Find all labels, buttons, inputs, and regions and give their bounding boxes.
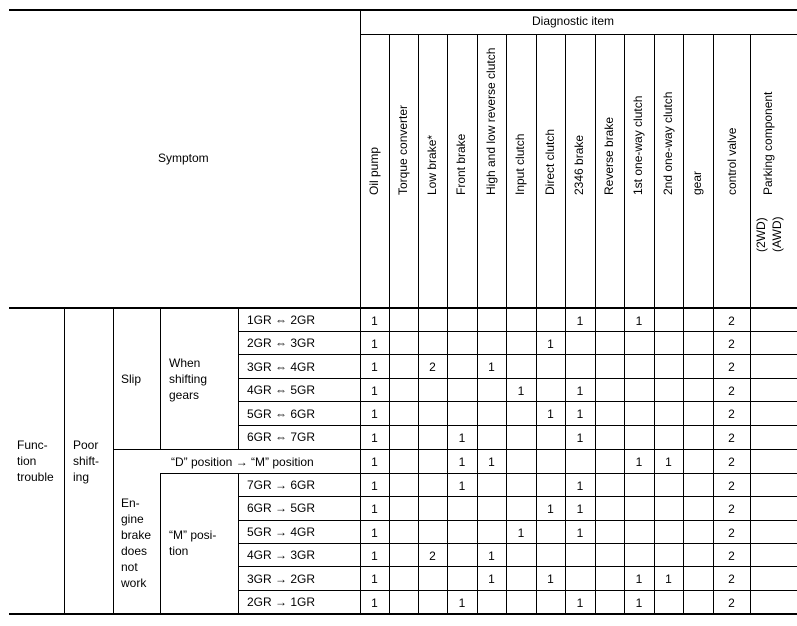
col-divider <box>160 473 161 614</box>
col-header-input-clutch: Input clutch <box>513 133 527 195</box>
col-header-awd: (AWD) <box>770 216 784 252</box>
row-label: 5GR → 4GR <box>247 525 316 539</box>
value-cell: 2 <box>728 407 735 421</box>
col-divider <box>750 35 751 614</box>
row-label: 4GR → 3GR <box>247 548 316 562</box>
header-divider <box>360 34 797 35</box>
value-cell: 2 <box>728 455 735 469</box>
value-cell: 1 <box>576 384 584 398</box>
row-label: 3GR ⇔ 4GR <box>247 360 316 374</box>
value-cell: 1 <box>371 596 378 610</box>
col-divider <box>595 35 596 614</box>
value-cell: 1 <box>371 314 378 328</box>
row-label: 6GR ⇔ 7GR <box>247 430 316 444</box>
col-divider <box>477 35 478 614</box>
value-cell: 1 <box>547 407 554 421</box>
table-bottom-border <box>9 613 797 615</box>
value-cell: 2 <box>728 526 735 540</box>
col-divider <box>389 35 390 614</box>
group-when-shifting-gears: When shifting gears <box>169 356 208 402</box>
group-slip: Slip <box>121 372 142 386</box>
group-engine-brake: En- gine brake does not work <box>121 496 152 590</box>
col-divider <box>360 10 361 614</box>
col-header-control-valve: control valve <box>725 127 739 195</box>
value-cell: 2 <box>728 596 735 610</box>
col-divider <box>447 35 448 614</box>
value-cell: 1 <box>371 360 378 374</box>
col-divider <box>64 308 65 614</box>
value-cell: 1 <box>458 479 466 493</box>
value-cell: 1 <box>458 455 466 469</box>
row-label: 4GR ⇔ 5GR <box>247 383 316 397</box>
value-cell: 2 <box>728 384 735 398</box>
symptom-header: Symptom <box>158 151 209 165</box>
value-cell: 1 <box>371 572 378 586</box>
col-header-1st-one-way-clutch: 1st one-way clutch <box>631 95 645 195</box>
col-header-high-low-reverse-clutch: High and low reverse clutch <box>484 47 498 195</box>
table-top-border <box>9 9 797 11</box>
value-cell: 2 <box>429 549 436 563</box>
value-cell: 1 <box>576 407 584 421</box>
value-cell: 1 <box>576 596 584 610</box>
value-cell: 1 <box>371 549 378 563</box>
header-bottom-border <box>9 307 797 309</box>
row-label: 2GR → 1GR <box>247 595 316 609</box>
col-divider <box>160 308 161 450</box>
col-header-2wd: (2WD) <box>754 217 768 252</box>
value-cell: 2 <box>728 549 735 563</box>
row-label: 3GR → 2GR <box>247 572 316 586</box>
row-label: 1GR ⇔ 2GR <box>247 313 316 327</box>
col-header-2346-brake: 2346 brake <box>572 134 586 195</box>
row-divider <box>113 449 797 450</box>
value-cell: 1 <box>635 314 643 328</box>
value-cell: 1 <box>576 314 584 328</box>
value-cell: 1 <box>371 407 378 421</box>
value-cell: 1 <box>488 455 495 469</box>
col-header-torque-converter: Torque converter <box>396 104 410 195</box>
value-cell: 1 <box>371 526 378 540</box>
value-cell: 1 <box>371 479 378 493</box>
col-divider <box>536 35 537 614</box>
col-divider <box>418 35 419 614</box>
col-header-reverse-brake: Reverse brake <box>602 116 616 195</box>
value-cell: 1 <box>488 549 495 563</box>
value-cell: 1 <box>635 572 643 586</box>
value-cell: 1 <box>635 455 643 469</box>
row-label: 2GR ⇔ 3GR <box>247 336 316 350</box>
col-divider <box>683 35 684 614</box>
value-cell: 1 <box>371 455 378 469</box>
col-divider <box>113 308 114 614</box>
diagnostic-item-header: Diagnostic item <box>532 14 615 28</box>
value-cell: 1 <box>635 596 643 610</box>
col-header-gear: gear <box>690 170 704 195</box>
value-cell: 2 <box>429 360 436 374</box>
value-cell: 1 <box>458 596 466 610</box>
value-cell: 1 <box>371 337 378 351</box>
value-cell: 2 <box>728 572 735 586</box>
value-cell: 1 <box>517 526 525 540</box>
value-cell: 1 <box>517 384 525 398</box>
value-cell: 1 <box>547 337 554 351</box>
col-header-direct-clutch: Direct clutch <box>543 128 557 195</box>
value-cell: 2 <box>728 479 735 493</box>
value-cell: 1 <box>547 572 554 586</box>
value-cell: 1 <box>665 572 672 586</box>
group-poor-shifting: Poor shift- ing <box>73 438 100 484</box>
row-label: 5GR ⇔ 6GR <box>247 407 316 421</box>
value-cell: 2 <box>728 502 735 516</box>
row-label: 6GR → 5GR <box>247 501 316 515</box>
value-cell: 1 <box>458 431 466 445</box>
value-cell: 2 <box>728 337 735 351</box>
col-divider <box>238 473 239 614</box>
value-cell: 1 <box>576 479 584 493</box>
value-cell: 1 <box>488 572 495 586</box>
row-label: 7GR → 6GR <box>247 478 316 492</box>
col-header-front-brake: Front brake <box>454 133 468 195</box>
value-cell: 1 <box>371 502 378 516</box>
value-cell: 1 <box>488 360 495 374</box>
value-cell: 1 <box>576 431 584 445</box>
value-cell: 1 <box>547 502 554 516</box>
col-header-2nd-one-way-clutch: 2nd one-way clutch <box>661 91 675 195</box>
value-cell: 1 <box>576 526 584 540</box>
group-function-trouble: Func- tion trouble <box>17 438 54 484</box>
value-cell: 2 <box>728 314 735 328</box>
group-m-position: “M” posi- tion <box>169 528 217 558</box>
value-cell: 2 <box>728 431 735 445</box>
col-header-oil-pump: Oil pump <box>367 146 381 195</box>
row-divider <box>160 473 797 474</box>
col-header-parking-component: Parking component <box>761 91 775 195</box>
value-cell: 1 <box>576 502 584 516</box>
value-cell: 1 <box>371 431 378 445</box>
col-divider <box>238 308 239 450</box>
col-divider <box>654 35 655 614</box>
value-cell: 1 <box>665 455 672 469</box>
group-d-to-m-position: “D” position → “M” position <box>171 455 314 469</box>
col-header-low-brake: Low brake* <box>425 134 439 195</box>
value-cell: 2 <box>728 360 735 374</box>
value-cell: 1 <box>371 384 378 398</box>
